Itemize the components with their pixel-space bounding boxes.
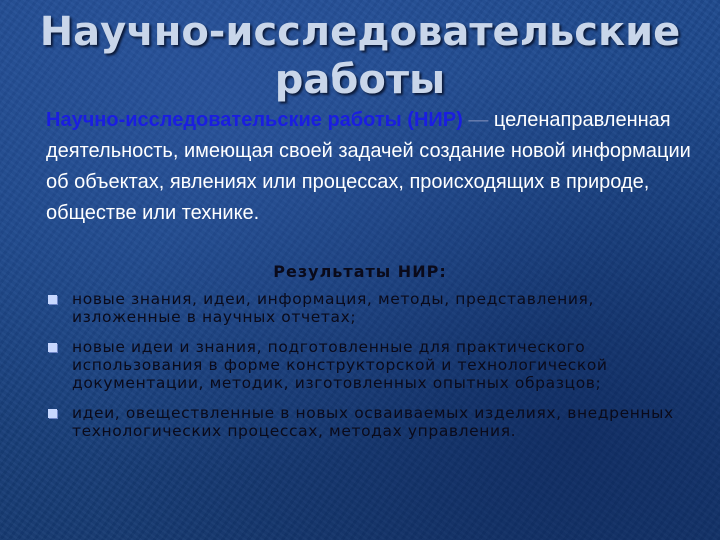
definition-dash: —: [468, 109, 489, 131]
square-bullet-icon: [48, 343, 57, 352]
list-item: [48, 290, 698, 326]
definition-text: целенаправленная деятельность, имеющая своей задачей создание новой информации об объектах, явлениях или процессах, происходящих в природе, обществе или технике.: [46, 109, 691, 224]
square-bullet-icon: [48, 409, 57, 418]
results-heading: Результаты НИР:: [273, 262, 447, 281]
list-item-text: новые знания, идеи, информация, методы, представления, изложенные в научных отчетах;: [72, 290, 595, 326]
slide-title: Научно-исследовательские работы: [39, 9, 681, 103]
results-list: [48, 290, 698, 452]
list-item: [48, 338, 698, 392]
definition-paragraph: [46, 105, 710, 229]
definition-term: Научно-исследовательские работы (НИР): [46, 109, 463, 131]
square-bullet-icon: [48, 295, 57, 304]
list-item-text: идеи, овеществленные в новых осваиваемых изделиях, внедренных технологических процессах, методах управления.: [72, 404, 674, 440]
list-item-text: новые идеи и знания, подготовленные для практического использования в форме конструкторской и технологической документации, методик, изготовленных опытных образцов;: [72, 338, 608, 392]
list-item: [48, 404, 698, 440]
